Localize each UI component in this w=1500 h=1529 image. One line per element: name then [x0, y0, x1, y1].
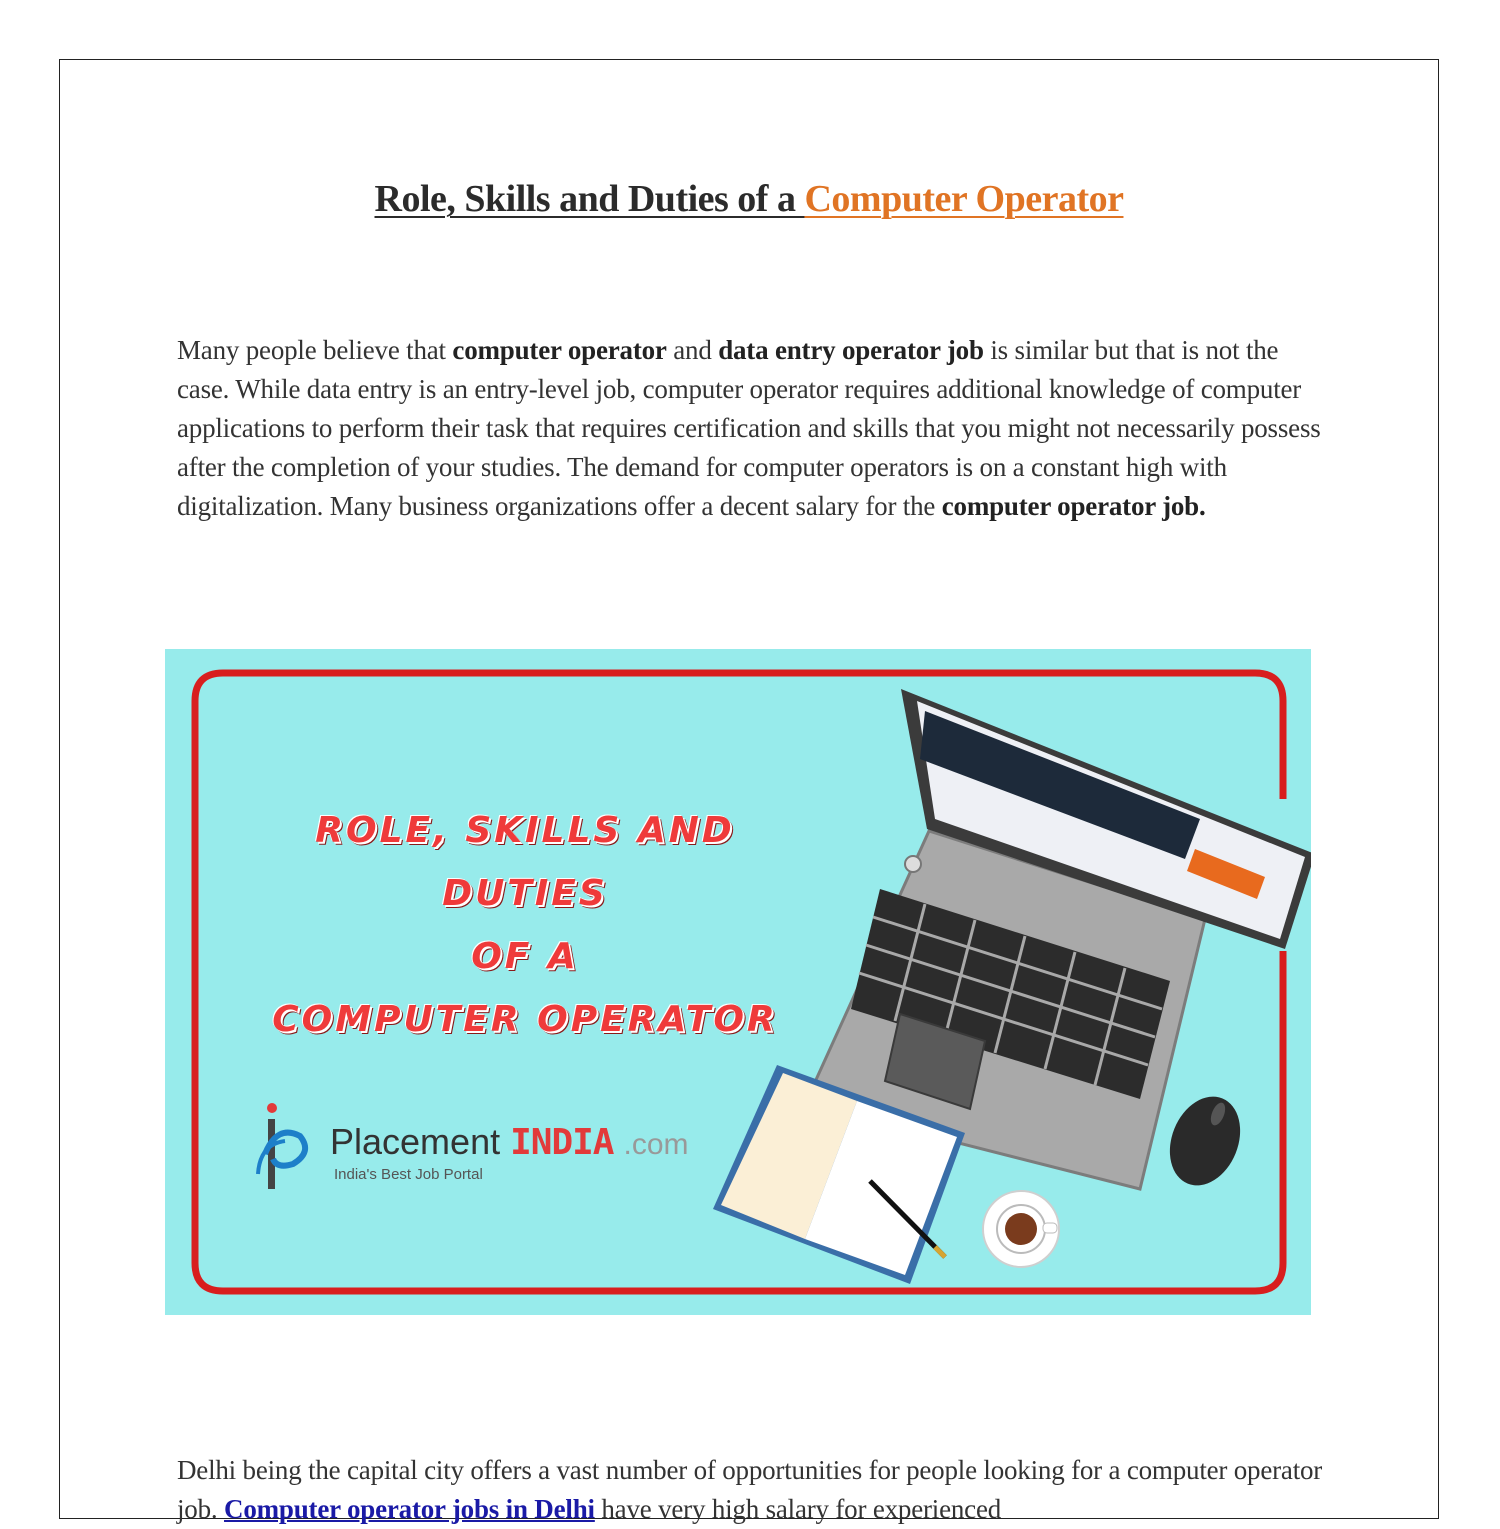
banner-line-2: OF A — [471, 936, 579, 977]
brand-india: INDIA — [510, 1122, 614, 1163]
intro-text-1: Many people believe that — [177, 335, 453, 365]
placement-india-logo-icon — [258, 1103, 305, 1189]
brand-tagline: India's Best Job Portal — [334, 1166, 483, 1183]
intro-text-2: and — [666, 335, 719, 365]
brand-name — [330, 1121, 689, 1163]
page-title — [60, 177, 1438, 221]
delhi-paragraph — [177, 1451, 1327, 1529]
delhi-jobs-link[interactable]: Computer operator jobs in Delhi — [224, 1494, 595, 1524]
intro-bold-1: computer operator — [452, 335, 667, 365]
brand-placement: Placement — [330, 1121, 511, 1162]
banner-headline — [225, 799, 825, 1051]
intro-bold-3: computer operator job. — [941, 491, 1206, 521]
coffee-cup-icon — [983, 1191, 1059, 1267]
title-main: Role, Skills and Duties of a — [374, 178, 805, 220]
banner-line-3: COMPUTER OPERATOR — [272, 999, 778, 1040]
intro-paragraph — [177, 331, 1327, 526]
banner-image — [165, 649, 1311, 1315]
mouse-icon — [1157, 1086, 1253, 1196]
banner-line-1: ROLE, SKILLS AND DUTIES — [315, 810, 735, 914]
brand-domain: .com — [623, 1128, 689, 1161]
intro-bold-2: data entry operator job — [718, 335, 984, 365]
title-accent-link[interactable]: Computer Operator — [804, 178, 1124, 220]
document-page — [59, 59, 1439, 1524]
delhi-text-1: Delhi being the capital city offers a vast number of opportunities for people looking for a computer operator job. — [177, 1455, 1323, 1524]
intro-text-3: is similar but that is not the case. While data entry is an entry-level job, computer operator requires additional knowledge of computer applications to perform their task that requires certification and skills that you might not necessarily possess after the completion of your studies. The demand for computer operators is on a constant high with digitalization. Many business organizations offer a decent salary for the — [177, 335, 1321, 521]
delhi-text-2: have very high salary for experienced — [594, 1494, 1002, 1524]
